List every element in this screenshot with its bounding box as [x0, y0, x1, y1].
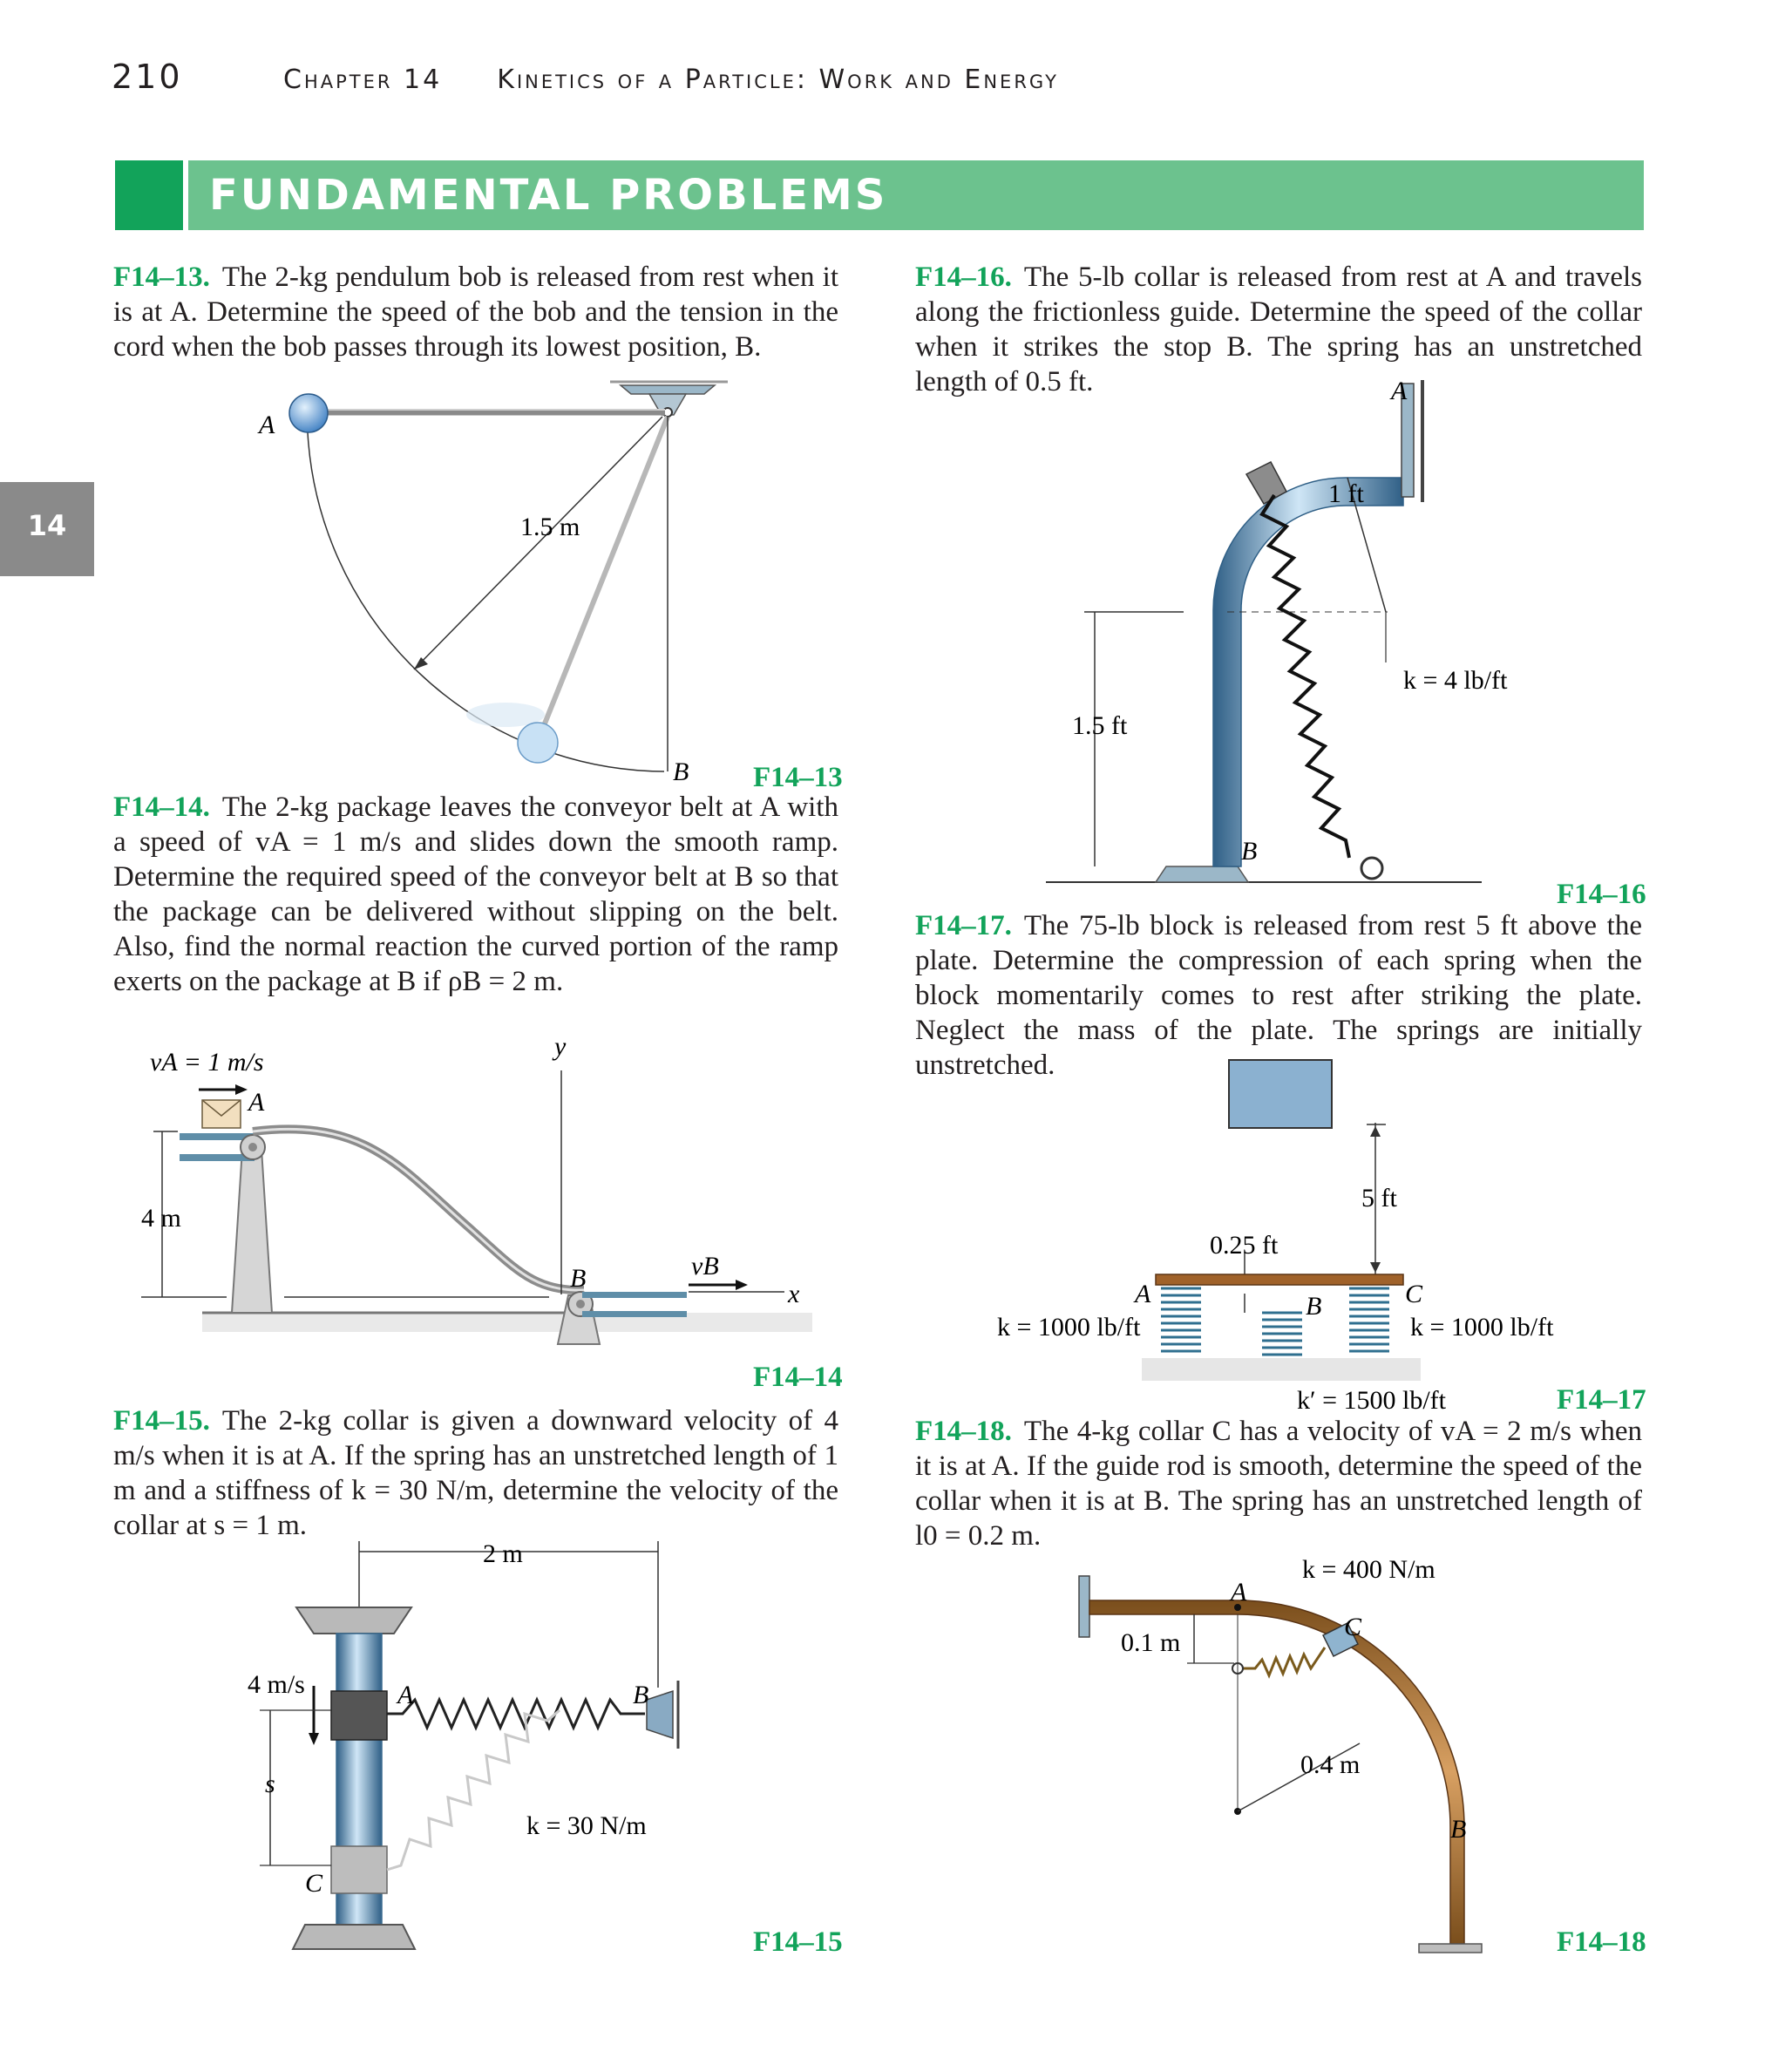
- chapter-tab-label: 14: [27, 509, 67, 542]
- label-a: A: [1231, 1578, 1247, 1607]
- problem-id: F14–15.: [113, 1405, 210, 1437]
- label-k: k = 30 N/m: [526, 1811, 647, 1840]
- chapter-label: Chapter 14: [283, 65, 443, 95]
- label-radius: 0.4 m: [1300, 1750, 1361, 1779]
- roller-hub: [576, 1300, 585, 1308]
- label-drop: 5 ft: [1361, 1184, 1397, 1213]
- problem-text: The 2-kg collar is given a downward velocity of 4 m/s when it is at A. If the spring has an unstretched length of 1 m and a stiffness of k = 30 N/m, determine the velocity of the collar at s = 1 m.: [113, 1405, 838, 1541]
- bottom-cap: [293, 1925, 415, 1949]
- top-cap: [296, 1607, 411, 1634]
- problem-text: The 2-kg package leaves the conveyor belt at A with a speed of vA = 1 m/s and slides down the smooth ramp. Determine the required speed of the conveyor belt at B so that the package can be delivered without slipping on the belt. Also, find the normal reaction the curved portion of the ramp exerts on the package at B if ρB = 2 m.: [113, 791, 838, 997]
- spring-anchor: [1361, 858, 1382, 879]
- label-b: B: [673, 757, 689, 786]
- problem-text: The 75-lb block is released from rest 5 ft above the plate. Determine the compression of each spring when the block momentarily comes to rest after striking the plate. Neglect the mass of the plate. The springs are initially unstretched.: [915, 910, 1642, 1081]
- label-b: B: [570, 1264, 587, 1293]
- label-b: B: [1450, 1815, 1467, 1844]
- spring: [1262, 495, 1349, 858]
- figure-f14-16: [1046, 377, 1646, 910]
- label-a: A: [1135, 1280, 1151, 1308]
- base-plate: [1156, 866, 1248, 882]
- spring-c: [1349, 1288, 1389, 1351]
- belt-b-top: [582, 1292, 687, 1298]
- figure-caption: F14–13: [753, 762, 843, 793]
- block: [1229, 1060, 1332, 1128]
- ramp: [253, 1129, 584, 1290]
- plate: [1156, 1274, 1403, 1285]
- ground: [202, 1313, 812, 1332]
- bob-at-b: [518, 723, 558, 763]
- spring-b: [1262, 1313, 1302, 1355]
- label-c: C: [1405, 1280, 1423, 1308]
- problem-id: F14–18.: [915, 1416, 1012, 1447]
- label-b: B: [1241, 837, 1258, 866]
- problem-id: F14–16.: [915, 262, 1012, 293]
- label-k-left: k = 1000 lb/ft: [997, 1313, 1141, 1342]
- figure-caption: F14–16: [1557, 879, 1646, 910]
- problem-id: F14–14.: [113, 791, 210, 823]
- label-a: A: [248, 1088, 265, 1117]
- label-vb: vB: [691, 1252, 719, 1281]
- cord-swinging: [538, 417, 668, 741]
- belt-b-bottom: [582, 1311, 687, 1317]
- label-k: k = 400 N/m: [1302, 1555, 1435, 1584]
- label-a: A: [259, 411, 275, 439]
- figure-f14-14: [141, 1032, 843, 1393]
- label-b: B: [633, 1681, 649, 1709]
- roller-hub: [248, 1143, 257, 1151]
- label-gap: 0.25 ft: [1210, 1231, 1279, 1260]
- label-k-middle: k′ = 1500 lb/ft: [1297, 1386, 1446, 1415]
- figure-f14-15: [248, 1539, 843, 1958]
- figure-caption: F14–18: [1557, 1926, 1646, 1958]
- drop-arrow-down: [1370, 1262, 1381, 1273]
- label-height: 1.5 ft: [1072, 711, 1128, 740]
- radius-arrowhead: [414, 657, 428, 669]
- spring-at-c: [387, 1710, 560, 1870]
- label-offset: 0.1 m: [1121, 1628, 1181, 1657]
- label-s: s: [265, 1770, 275, 1798]
- label-height: 4 m: [141, 1204, 181, 1233]
- bob-at-a: [289, 394, 328, 432]
- label-c: C: [305, 1869, 323, 1898]
- spring: [1241, 1647, 1325, 1675]
- collar-c: [331, 1846, 387, 1893]
- spring-at-a: [387, 1700, 645, 1728]
- vb-arrowhead: [736, 1280, 748, 1290]
- problem-text: The 4-kg collar C has a velocity of vA = 2 m/s when it is at A. If the guide rod is smooth, determine the speed of the collar when it is at B. The spring has an unstretched length of l0 = 0.2 m.: [915, 1416, 1642, 1552]
- page-number: 210: [112, 58, 183, 96]
- floor-mount: [1419, 1944, 1482, 1953]
- ceiling-support: [621, 385, 715, 394]
- figure-f14-13: [257, 382, 843, 793]
- label-velocity: 4 m/s: [248, 1670, 305, 1699]
- figure-caption: F14–17: [1557, 1384, 1646, 1416]
- label-va: vA = 1 m/s: [150, 1048, 264, 1077]
- problem-text: The 2-kg pendulum bob is released from rest when it is at A. Determine the speed of the bob and the tension in the cord when the bob passes through its lowest position, B.: [113, 262, 838, 363]
- figure-f14-18: [1079, 1555, 1646, 1958]
- wall-mount: [1079, 1576, 1089, 1637]
- radius-dimension: [414, 417, 662, 669]
- collar-a: [331, 1691, 387, 1740]
- problem-id: F14–17.: [915, 910, 1012, 941]
- drop-arrow-up: [1370, 1126, 1381, 1137]
- label-c: C: [1344, 1613, 1362, 1641]
- label-k: k = 4 lb/ft: [1403, 666, 1508, 695]
- label-width: 2 m: [483, 1539, 523, 1568]
- problem-text: The 5-lb collar is released from rest at A and travels along the frictionless guide. Determine the speed of the collar when it strikes the stop B. The spring has an unstretched length of 0.5 ft.: [915, 262, 1642, 397]
- label-a: A: [1391, 377, 1408, 405]
- spring-a: [1161, 1288, 1201, 1351]
- label-radius: 1 ft: [1328, 479, 1364, 508]
- label-y: y: [554, 1032, 567, 1061]
- wall-bracket-b: [647, 1691, 673, 1738]
- velocity-arrowhead: [309, 1733, 319, 1745]
- label-length: 1.5 m: [520, 513, 580, 541]
- chapter-title: Kinetics of a Particle: Work and Energy: [497, 65, 1059, 95]
- problem-id: F14–13.: [113, 262, 210, 293]
- section-title: FUNDAMENTAL PROBLEMS: [209, 171, 888, 220]
- label-b: B: [1306, 1292, 1322, 1321]
- va-arrowhead: [235, 1084, 248, 1095]
- figure-caption: F14–15: [753, 1926, 843, 1958]
- spring-a-frame: [1161, 1287, 1199, 1356]
- figure-caption: F14–14: [753, 1362, 843, 1393]
- ground: [1142, 1358, 1421, 1381]
- curved-guide: [1213, 478, 1403, 866]
- conveyor-stand: [232, 1149, 272, 1313]
- label-k-right: k = 1000 lb/ft: [1410, 1313, 1554, 1342]
- label-x: x: [788, 1280, 800, 1308]
- label-a: A: [397, 1681, 414, 1709]
- ramp-highlight: [253, 1129, 584, 1290]
- figure-f14-17: [997, 1060, 1646, 1416]
